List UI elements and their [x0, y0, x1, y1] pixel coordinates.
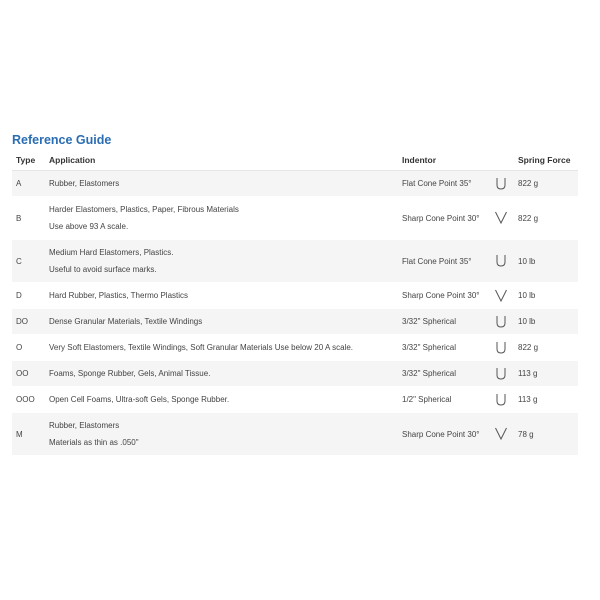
cell-spring-force: 10 lb	[514, 309, 578, 335]
cell-type: C	[12, 240, 45, 283]
cell-indentor: 3/32" Spherical	[398, 309, 494, 335]
application-line: Rubber, Elastomers	[49, 421, 120, 430]
cell-type: M	[12, 413, 45, 456]
cell-type: A	[12, 171, 45, 197]
cell-indentor: Sharp Cone Point 30°	[398, 283, 494, 309]
application-line: Harder Elastomers, Plastics, Paper, Fibrous Materials	[49, 205, 239, 214]
header-indentor: Indentor	[398, 150, 494, 171]
cell-spring-force: 822 g	[514, 197, 578, 240]
table-row	[12, 335, 578, 361]
cell-spring-force: 822 g	[514, 171, 578, 197]
cell-indentor-shape	[494, 283, 514, 309]
page-title: Reference Guide	[12, 133, 112, 147]
cell-application	[45, 197, 398, 240]
u-shaped-indentor-icon	[494, 177, 508, 191]
application-line: Use above 93 A scale.	[49, 222, 129, 231]
cell-spring-force: 78 g	[514, 413, 578, 456]
application-line: Hard Rubber, Plastics, Thermo Plastics	[49, 291, 189, 300]
cell-spring-force: 113 g	[514, 387, 578, 413]
cell-indentor-shape	[494, 335, 514, 361]
cell-type: OOO	[12, 387, 45, 413]
cell-application	[45, 335, 398, 361]
cell-application	[45, 240, 398, 283]
cell-indentor-shape	[494, 240, 514, 283]
application-line: Open Cell Foams, Ultra-soft Gels, Sponge Rubber.	[49, 395, 230, 404]
application-line: Very Soft Elastomers, Textile Windings, Soft Granular Materials Use below 20 A scale.	[49, 343, 353, 352]
header-type: Type	[12, 150, 45, 171]
cell-indentor: 1/2" Spherical	[398, 387, 494, 413]
cell-application	[45, 413, 398, 456]
cell-type: B	[12, 197, 45, 240]
cell-spring-force: 822 g	[514, 335, 578, 361]
cell-application	[45, 387, 398, 413]
header-application: Application	[45, 150, 398, 171]
u-shaped-indentor-icon	[494, 254, 508, 268]
application-line: Foams, Sponge Rubber, Gels, Animal Tissue.	[49, 369, 211, 378]
table-row	[12, 171, 578, 197]
cell-indentor-shape	[494, 309, 514, 335]
cell-indentor-shape	[494, 171, 514, 197]
table-row	[12, 361, 578, 387]
cell-type: OO	[12, 361, 45, 387]
header-spring-force: Spring Force	[514, 150, 578, 171]
cell-indentor: Flat Cone Point 35°	[398, 240, 494, 283]
table-body	[12, 171, 578, 456]
table-row	[12, 309, 578, 335]
cell-application	[45, 171, 398, 197]
v-shaped-indentor-icon	[494, 289, 508, 303]
header-indentor-shape	[494, 150, 514, 171]
application-line: Materials as thin as .050"	[49, 438, 139, 447]
cell-spring-force: 10 lb	[514, 240, 578, 283]
table-row	[12, 197, 578, 240]
application-line: Medium Hard Elastomers, Plastics.	[49, 248, 174, 257]
cell-type: DO	[12, 309, 45, 335]
u-shaped-indentor-icon	[494, 393, 508, 407]
table-row	[12, 283, 578, 309]
u-shaped-indentor-icon	[494, 367, 508, 381]
reference-table	[12, 150, 578, 456]
u-shaped-indentor-icon	[494, 315, 508, 329]
table-row	[12, 240, 578, 283]
cell-indentor-shape	[494, 361, 514, 387]
application-line: Dense Granular Materials, Textile Windings	[49, 317, 203, 326]
cell-spring-force: 10 lb	[514, 283, 578, 309]
cell-indentor: 3/32" Spherical	[398, 361, 494, 387]
cell-indentor-shape	[494, 197, 514, 240]
table-row	[12, 413, 578, 456]
cell-application	[45, 309, 398, 335]
cell-type: O	[12, 335, 45, 361]
cell-spring-force: 113 g	[514, 361, 578, 387]
u-shaped-indentor-icon	[494, 341, 508, 355]
cell-indentor: Sharp Cone Point 30°	[398, 197, 494, 240]
application-line: Useful to avoid surface marks.	[49, 265, 157, 274]
cell-indentor: Flat Cone Point 35°	[398, 171, 494, 197]
table-header-row	[12, 150, 578, 171]
cell-application	[45, 283, 398, 309]
cell-indentor-shape	[494, 413, 514, 456]
cell-indentor: Sharp Cone Point 30°	[398, 413, 494, 456]
application-line: Rubber, Elastomers	[49, 179, 120, 188]
table-row	[12, 387, 578, 413]
cell-indentor: 3/32" Spherical	[398, 335, 494, 361]
v-shaped-indentor-icon	[494, 211, 508, 225]
v-shaped-indentor-icon	[494, 427, 508, 441]
cell-application	[45, 361, 398, 387]
reference-guide	[12, 130, 578, 456]
cell-type: D	[12, 283, 45, 309]
cell-indentor-shape	[494, 387, 514, 413]
